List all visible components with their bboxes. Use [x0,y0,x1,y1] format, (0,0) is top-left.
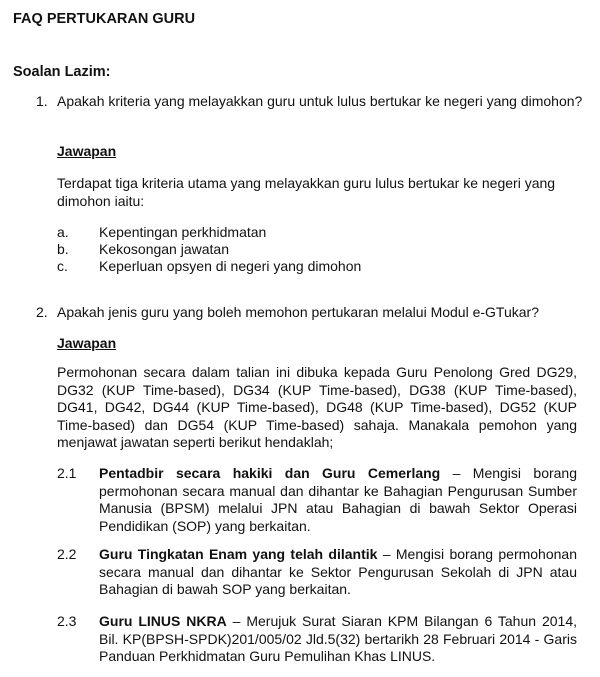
sub-item-2-2-description: – Mengisi borang permohonan secara manual dan dihantar ke Sektor Pengurusan Sekolah di JPN atau Bahagian di bawah SOP yang berkaitan. [99,546,577,597]
sub-item-2-2-title: Guru Tingkatan Enam yang telah dilantik [99,546,378,562]
answer-2-body: Permohonan secara dalam talian ini dibuka kepada Guru Penolong Gred DG29, DG32 (KUP Time-based), DG34 (KUP Time-based), DG38 (KUP Time-based), DG41, DG42, DG44 (KUP Time-based), DG48 (KUP Time-based), DG52 (KUP Time-based) dan DG54 (KUP Time-based) sahaja. Manakala pemohon yang menjawat jawatan seperti berikut hendaklah; [57,364,577,450]
question-1-number: 1. [36,93,48,109]
criteria-item-c-text: Keperluan opsyen di negeri yang dimohon [99,258,362,274]
document-title: FAQ PERTUKARAN GURU [13,11,196,27]
answer-2-heading: Jawapan [57,335,117,351]
sub-item-2-1-title: Pentadbir secara hakiki dan Guru Cemerlang [99,465,441,481]
criteria-item-c-letter: c. [57,258,68,274]
sub-item-2-3-number: 2.3 [57,613,77,629]
sub-item-2-3-title: Guru LINUS NKRA [99,613,227,629]
faq-section-label: Soalan Lazim: [13,64,111,80]
criteria-item-a-letter: a. [57,224,69,240]
criteria-item-a-text: Kepentingan perkhidmatan [99,224,267,240]
sub-item-2-3-description: – Merujuk Surat Siaran KPM Bilangan 6 Tahun 2014, Bil. KP(BPSH-SPDK)201/005/02 Jld.5(32) bertarikh 28 Februari 2014 - Garis Panduan Perkhidmatan Guru Pemulihan Khas LINUS. [99,613,577,664]
sub-item-2-1-number: 2.1 [57,465,77,481]
question-2-number: 2. [36,304,48,320]
sub-item-2-2-number: 2.2 [57,546,77,562]
sub-item-2-3-text [99,613,577,666]
sub-item-2-1-text [99,465,577,535]
answer-1-heading: Jawapan [57,143,117,159]
criteria-item-b-text: Kekosongan jawatan [99,241,229,257]
criteria-item-b-letter: b. [57,241,69,257]
sub-item-2-2-text [99,546,577,599]
sub-item-2-1-description: – Mengisi borang permohonan secara manual dan dihantar ke Bahagian Pengurusan Sumber Manusia (BPSM) melalui JPN atau Bahagian di bawah Sektor Operasi Pendidikan (SOP) yang berkaitan. [99,465,577,534]
question-2-text: Apakah jenis guru yang boleh memohon pertukaran melalui Modul e-GTukar? [57,304,539,320]
question-1-text: Apakah kriteria yang melayakkan guru untuk lulus bertukar ke negeri yang dimohon? [57,93,583,109]
answer-1-intro: Terdapat tiga kriteria utama yang melayakkan guru lulus bertukar ke negeri yang dimohon iaitu: [57,175,556,209]
